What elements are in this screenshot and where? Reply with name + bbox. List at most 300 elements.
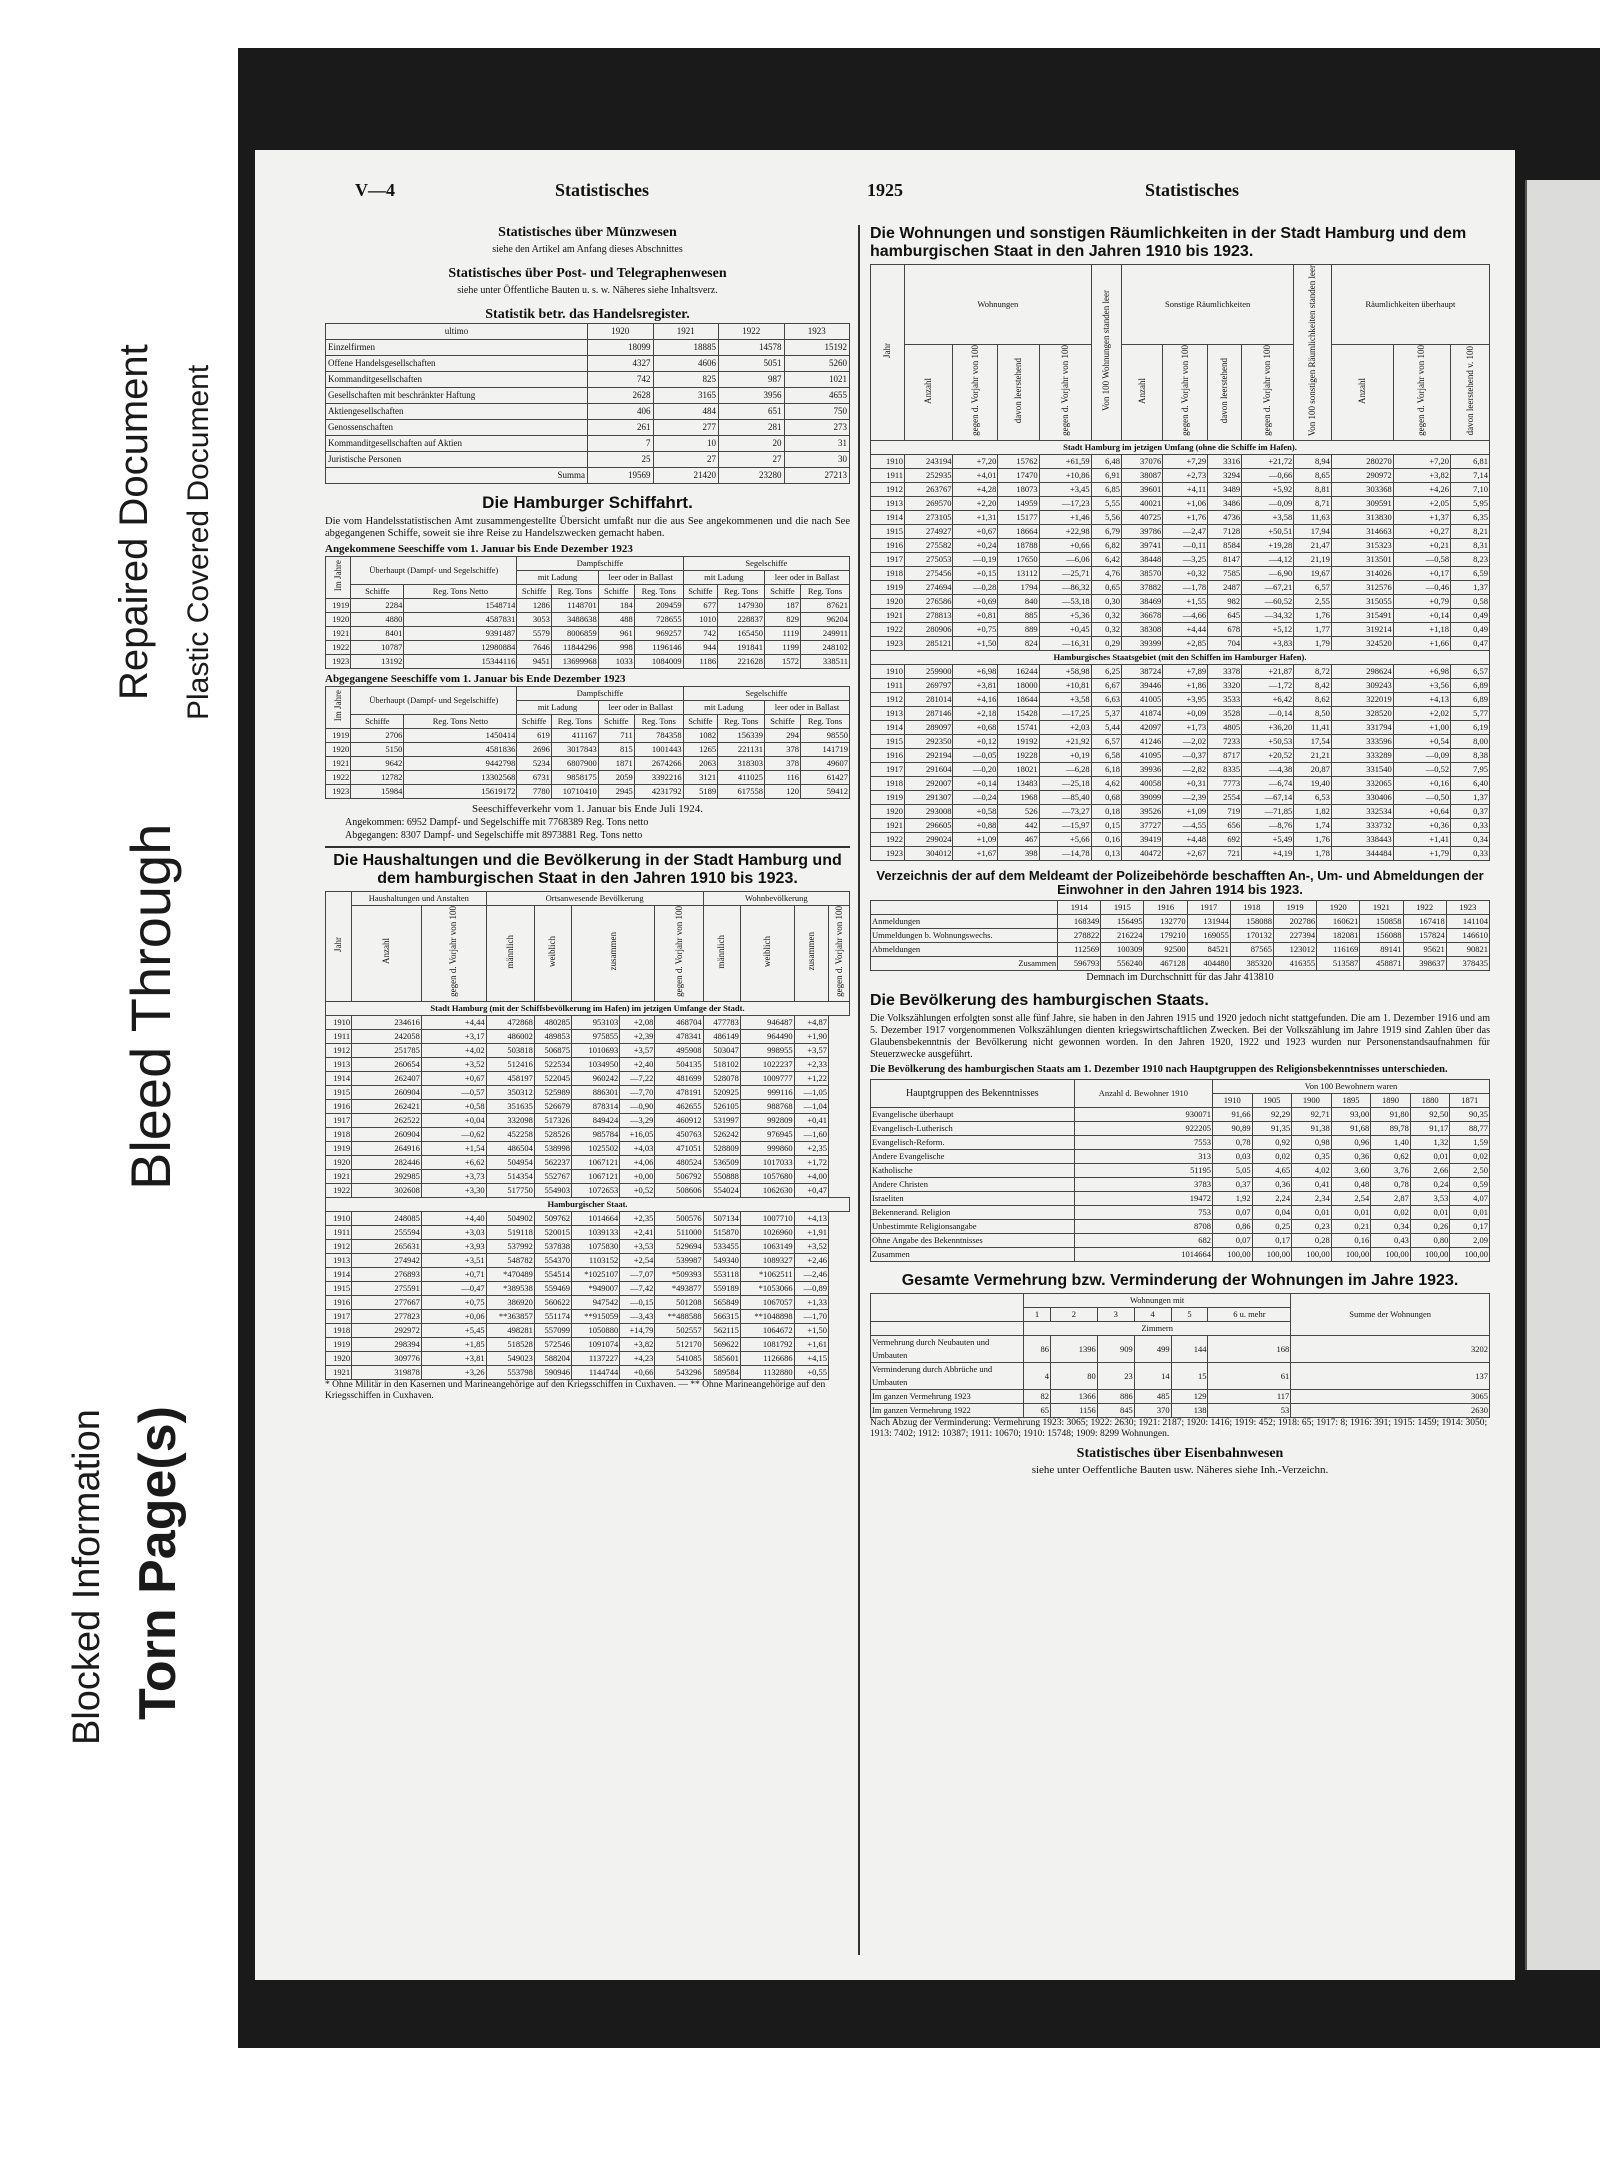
column-divider <box>858 225 860 1955</box>
hr-head-cell: 1923 <box>784 324 850 340</box>
wohn-row <box>871 525 1490 539</box>
table-cell: +4,48 <box>1163 833 1208 847</box>
table-cell: 168 <box>1208 1336 1291 1363</box>
table-cell: 548782 <box>486 1253 534 1267</box>
table-cell: 273105 <box>905 511 953 525</box>
table-cell: 462655 <box>655 1099 703 1113</box>
table-cell: 0,02 <box>1252 1150 1292 1164</box>
table-cell: —3,43 <box>620 1309 655 1323</box>
table-cell: +3,51 <box>421 1253 486 1267</box>
bek-row <box>871 1234 1490 1248</box>
table-cell: 0,37 <box>1451 805 1490 819</box>
table-cell: 92,71 <box>1292 1108 1332 1122</box>
hr-row <box>326 436 850 452</box>
hr-body <box>326 340 850 484</box>
bek-row <box>871 1206 1490 1220</box>
table-cell: Juristische Personen <box>326 452 588 468</box>
table-cell: 509762 <box>534 1211 571 1225</box>
table-cell: 1072653 <box>572 1183 620 1197</box>
angekommene-table <box>325 556 850 669</box>
ship-head-mit: mit Ladung <box>683 571 764 585</box>
wohn-row <box>871 763 1490 777</box>
table-cell: 999860 <box>740 1141 794 1155</box>
table-cell: 8,31 <box>1451 539 1490 553</box>
wohn-row <box>871 623 1490 637</box>
table-cell: 18788 <box>998 539 1039 553</box>
table-cell: 588204 <box>534 1351 571 1365</box>
table-cell: Bekennerand. Religion <box>871 1206 1075 1220</box>
table-cell: 4231792 <box>634 785 683 799</box>
table-cell: 6,82 <box>1091 539 1121 553</box>
table-cell: 6,59 <box>1451 567 1490 581</box>
table-cell: 1912 <box>871 693 905 707</box>
table-cell: 37727 <box>1122 819 1163 833</box>
table-cell: —0,52 <box>1393 763 1450 777</box>
table-cell: 89,78 <box>1371 1122 1411 1136</box>
table-cell: 404480 <box>1187 957 1230 971</box>
table-cell: 8,72 <box>1294 665 1332 679</box>
table-cell: 1915 <box>326 1085 352 1099</box>
table-cell: *389538 <box>486 1281 534 1295</box>
melde-avg: Demnach im Durchschnitt für das Jahr 413810 <box>1086 972 1274 984</box>
wohn-head-gegen: gegen d. Vorjahr von 100 <box>1059 345 1070 437</box>
table-cell: 2,09 <box>1450 1234 1490 1248</box>
wohn-row <box>871 595 1490 609</box>
table-cell: 5,95 <box>1451 497 1490 511</box>
table-cell: 682 <box>1074 1234 1212 1248</box>
table-cell: +0,14 <box>1393 609 1450 623</box>
verm-head-mit: Wohnungen mit <box>1129 1295 1185 1306</box>
table-cell: 144 <box>1171 1336 1208 1363</box>
haus-head-m: männlich <box>504 934 515 969</box>
table-cell: 3392216 <box>634 771 683 785</box>
table-cell: 92500 <box>1144 943 1187 957</box>
table-cell: —0,09 <box>1242 497 1294 511</box>
ship-head-reg: Reg. Tons <box>551 585 598 599</box>
table-cell: +0,71 <box>421 1267 486 1281</box>
table-cell: +0,66 <box>620 1365 655 1379</box>
table-cell: 1,37 <box>1451 581 1490 595</box>
table-cell: 344484 <box>1331 847 1393 861</box>
table-cell: 549340 <box>703 1253 740 1267</box>
table-cell: +1,91 <box>794 1225 828 1239</box>
table-cell: 554514 <box>534 1267 571 1281</box>
table-cell: +4,15 <box>794 1351 828 1365</box>
table-cell: 472868 <box>486 1015 534 1029</box>
haus-row <box>326 1099 850 1113</box>
table-cell: 1265 <box>683 743 718 757</box>
table-cell: 243194 <box>905 455 953 469</box>
haus-row <box>326 1155 850 1169</box>
haus-row <box>326 1085 850 1099</box>
table-cell: 39419 <box>1122 833 1163 847</box>
table-cell: +3,45 <box>1039 483 1091 497</box>
table-cell: +0,32 <box>1163 567 1208 581</box>
table-cell: 1075830 <box>572 1239 620 1253</box>
table-cell: +22,98 <box>1039 525 1091 539</box>
table-cell: +2,03 <box>1039 721 1091 735</box>
table-cell: **915059 <box>572 1309 620 1323</box>
wohn-row <box>871 483 1490 497</box>
table-cell: 8717 <box>1208 749 1242 763</box>
melde-year: 1914 <box>1058 901 1101 915</box>
table-cell: 5189 <box>683 785 718 799</box>
table-cell: 261 <box>588 420 654 436</box>
table-cell: 512170 <box>655 1337 703 1351</box>
wohn-head-gegen: gegen d. Vorjahr von 100 <box>1179 345 1190 437</box>
table-cell: +4,00 <box>794 1169 828 1183</box>
table-cell: +5,92 <box>1242 483 1294 497</box>
wohn-head-gegen: gegen d. Vorjahr von 100 <box>969 345 980 437</box>
table-cell: 998 <box>598 641 634 655</box>
table-cell: —0,28 <box>953 581 998 595</box>
bek-year: 1910 <box>1213 1094 1253 1108</box>
table-cell: —7,22 <box>620 1071 655 1085</box>
wohn-head-davon: davon leerstehend <box>1012 357 1023 424</box>
table-cell: 282446 <box>352 1155 422 1169</box>
wohn-head-leer100s: Von 100 sonstigen Räumlichkeiten standen leer <box>1307 265 1318 437</box>
table-cell: 3165 <box>653 388 719 404</box>
ship-head-schiffe: Schiffe <box>683 715 718 729</box>
table-cell: 1911 <box>871 469 905 483</box>
table-cell: 1007710 <box>740 1211 794 1225</box>
bev-title: Die Bevölkerung des hamburgischen Staats. <box>870 992 1209 1010</box>
table-cell: 1921 <box>326 757 351 771</box>
table-cell: 553118 <box>703 1267 740 1281</box>
table-cell: 6,57 <box>1091 735 1121 749</box>
table-cell: 92,29 <box>1252 1108 1292 1122</box>
table-cell: 7780 <box>517 785 552 799</box>
table-cell: 291604 <box>905 763 953 777</box>
table-cell: 1914 <box>871 511 905 525</box>
table-cell: +1,50 <box>953 637 998 651</box>
ship-head-leer: leer oder in Ballast <box>765 701 850 715</box>
table-cell: 4805 <box>1208 721 1242 735</box>
table-cell: 1082 <box>683 729 718 743</box>
ship-row <box>326 655 850 669</box>
table-cell: 0,25 <box>1252 1220 1292 1234</box>
table-cell: —1,05 <box>794 1085 828 1099</box>
table-cell: 7,10 <box>1451 483 1490 497</box>
table-cell: 100,00 <box>1292 1248 1332 1262</box>
table-cell: 0,24 <box>1410 1178 1450 1192</box>
table-cell: +0,58 <box>953 805 998 819</box>
table-cell: —0,19 <box>953 553 998 567</box>
verm-corner <box>871 1294 1024 1322</box>
table-cell: 1014664 <box>1074 1248 1212 1262</box>
table-cell: 3533 <box>1208 693 1242 707</box>
table-cell: 61427 <box>801 771 850 785</box>
table-cell: 15619172 <box>404 785 517 799</box>
table-cell: 0,78 <box>1371 1178 1411 1192</box>
table-cell: 1918 <box>326 1323 352 1337</box>
table-cell: —34,32 <box>1242 609 1294 623</box>
table-cell: 5234 <box>517 757 552 771</box>
table-cell: 6,53 <box>1294 791 1332 805</box>
table-cell: 4,62 <box>1091 777 1121 791</box>
table-cell: 4,02 <box>1292 1164 1332 1178</box>
table-cell: 39526 <box>1122 805 1163 819</box>
table-cell: 0,62 <box>1371 1150 1411 1164</box>
table-cell: 187 <box>765 599 801 613</box>
table-cell: 721 <box>1208 847 1242 861</box>
table-cell: 909 <box>1097 1336 1134 1363</box>
table-cell: 4880 <box>351 613 404 627</box>
schiff-title: Die Hamburger Schiffahrt. <box>482 493 693 512</box>
table-cell: +3,52 <box>421 1057 486 1071</box>
table-cell: 488 <box>598 613 634 627</box>
table-cell: 1916 <box>871 749 905 763</box>
table-cell: 0,48 <box>1331 1178 1371 1192</box>
eisen-sub: siehe unter Oeffentliche Bauten usw. Näheres siehe Inh.-Verzeichn. <box>1031 1464 1329 1477</box>
table-cell: 8,81 <box>1294 483 1332 497</box>
table-cell: —25,18 <box>1039 777 1091 791</box>
table-cell: 508606 <box>655 1183 703 1197</box>
table-cell: 8,21 <box>1451 525 1490 539</box>
table-cell: 528809 <box>703 1141 740 1155</box>
verkehr-abg: Abgegangen: 8307 Dampf- und Segelschiffe mit 8973881 Reg. Tons netto <box>345 830 643 841</box>
table-cell: 1,82 <box>1294 805 1332 819</box>
table-cell: 0,02 <box>1371 1206 1411 1220</box>
table-cell: 4327 <box>588 356 654 372</box>
melde-label: Ummeldungen b. Wohnungswechs. <box>871 929 1058 943</box>
table-cell: 167418 <box>1403 915 1446 929</box>
table-cell: 645 <box>1208 609 1242 623</box>
table-cell: +0,16 <box>1393 777 1450 791</box>
table-cell: —17,23 <box>1039 497 1091 511</box>
table-cell: —8,76 <box>1242 819 1294 833</box>
table-cell: 20 <box>719 436 785 452</box>
table-cell: —1,78 <box>1163 581 1208 595</box>
table-cell: 0,04 <box>1252 1206 1292 1220</box>
table-cell: +21,72 <box>1242 455 1294 469</box>
table-cell: 0,41 <box>1292 1178 1332 1192</box>
haus-head-gegen: gegen d. Vorjahr von 100 <box>833 906 844 997</box>
bek-year: 1890 <box>1371 1094 1411 1108</box>
haus-head-z: zusammen <box>607 932 618 971</box>
table-cell: Zusammen <box>871 1248 1075 1262</box>
table-cell: 9451 <box>517 655 552 669</box>
table-cell: +5,66 <box>1039 833 1091 847</box>
table-cell: +7,20 <box>953 455 998 469</box>
table-cell: 1,76 <box>1294 609 1332 623</box>
table-cell: 36678 <box>1122 609 1163 623</box>
table-cell: +0,19 <box>1039 749 1091 763</box>
table-cell: 313501 <box>1331 553 1393 567</box>
ship-head-schiffe: Schiffe <box>598 585 634 599</box>
table-cell: 221628 <box>718 655 765 669</box>
table-cell: 42097 <box>1122 721 1163 735</box>
post-sub: siehe unter Öffentliche Bauten u. s. w. Näheres siehe Inhaltsverz. <box>457 285 718 296</box>
table-cell: 6,67 <box>1091 679 1121 693</box>
table-cell: +1,85 <box>421 1337 486 1351</box>
table-cell: 182081 <box>1317 929 1360 943</box>
table-cell: 2554 <box>1208 791 1242 805</box>
table-cell: 5,56 <box>1091 511 1121 525</box>
table-cell: 458871 <box>1360 957 1403 971</box>
table-cell: 378 <box>765 757 801 771</box>
haushaltungen-table <box>325 891 850 1380</box>
table-cell: 8,62 <box>1294 693 1332 707</box>
ship-row <box>326 641 850 655</box>
table-cell: +1,18 <box>1393 623 1450 637</box>
schiff-text: Die vom Handelsstatistischen Amt zusammengestellte Übersicht umfaßt nur die aus See angekommenen und die nach See abgegangenen Schiffe, soweit sie ihre Reise zu Handelszwecken gemacht haben. <box>325 516 850 539</box>
table-cell: 8,42 <box>1294 679 1332 693</box>
table-cell: +1,55 <box>1163 595 1208 609</box>
table-cell: 90,89 <box>1213 1122 1253 1136</box>
table-cell: 318303 <box>718 757 765 771</box>
table-cell: +1,31 <box>953 511 998 525</box>
facing-page-edge <box>1525 180 1600 1970</box>
table-cell: 21,47 <box>1294 539 1332 553</box>
table-cell: 498281 <box>486 1323 534 1337</box>
table-cell: —0,90 <box>620 1099 655 1113</box>
haus-row <box>326 1211 850 1225</box>
table-cell: 262421 <box>352 1099 422 1113</box>
table-cell: +1,46 <box>1039 511 1091 525</box>
wohn-row <box>871 553 1490 567</box>
table-cell: 2,50 <box>1450 1164 1490 1178</box>
table-cell: 277 <box>653 420 719 436</box>
table-cell: 8,00 <box>1451 735 1490 749</box>
table-cell: —6,74 <box>1242 777 1294 791</box>
table-cell: 15741 <box>998 721 1039 735</box>
table-cell: 480524 <box>655 1155 703 1169</box>
table-cell: 1137227 <box>572 1351 620 1365</box>
table-cell: 209459 <box>634 599 683 613</box>
table-cell: 39099 <box>1122 791 1163 805</box>
table-cell: +3,83 <box>1242 637 1294 651</box>
table-cell: 41095 <box>1122 749 1163 763</box>
table-cell: 504954 <box>486 1155 534 1169</box>
table-cell: 15428 <box>998 707 1039 721</box>
table-cell: 38469 <box>1122 595 1163 609</box>
wohn-row <box>871 791 1490 805</box>
table-cell: 1,32 <box>1410 1136 1450 1150</box>
table-cell: +3,81 <box>421 1351 486 1365</box>
table-cell: 1156 <box>1050 1404 1097 1418</box>
table-cell: 0,28 <box>1292 1234 1332 1248</box>
table-cell: 1196146 <box>634 641 683 655</box>
table-cell: *493877 <box>655 1281 703 1295</box>
haus-row <box>326 1113 850 1127</box>
table-cell: 1010 <box>683 613 718 627</box>
table-cell: +1,66 <box>1393 637 1450 651</box>
verm-col: 2 <box>1050 1308 1097 1322</box>
table-cell: 296605 <box>905 819 953 833</box>
table-cell: —86,32 <box>1039 581 1091 595</box>
table-cell: 1917 <box>871 553 905 567</box>
table-cell: +0,67 <box>421 1071 486 1085</box>
table-cell: 10710410 <box>551 785 598 799</box>
table-cell: 0,78 <box>1213 1136 1253 1150</box>
table-cell: 87565 <box>1230 943 1273 957</box>
table-cell: 553798 <box>486 1365 534 1379</box>
table-cell: 557099 <box>534 1323 571 1337</box>
hr-row <box>326 340 850 356</box>
table-cell: 18000 <box>998 679 1039 693</box>
table-cell: 11844296 <box>551 641 598 655</box>
hr-row <box>326 452 850 468</box>
table-cell: 5,05 <box>1213 1164 1253 1178</box>
table-cell: 1871 <box>598 757 634 771</box>
table-cell: 1025502 <box>572 1141 620 1155</box>
table-cell: 704 <box>1208 637 1242 651</box>
table-cell: 495908 <box>655 1043 703 1057</box>
table-cell: 526 <box>998 805 1039 819</box>
table-cell: 39936 <box>1122 763 1163 777</box>
verm-label: Im ganzen Vermehrung 1922 <box>871 1404 1024 1418</box>
table-cell: +3,53 <box>620 1239 655 1253</box>
table-cell: 98550 <box>801 729 850 743</box>
ship-head-mit: mit Ladung <box>517 701 598 715</box>
table-cell: 39601 <box>1122 483 1163 497</box>
table-cell: Kommanditgesellschaften <box>326 372 588 388</box>
table-cell: 537992 <box>486 1239 534 1253</box>
table-cell: 4,65 <box>1252 1164 1292 1178</box>
table-cell: 845 <box>1097 1404 1134 1418</box>
table-cell: 416355 <box>1274 957 1317 971</box>
wohn-head-davon: davon leerstehend <box>1219 357 1230 424</box>
haus-row <box>326 1309 850 1323</box>
table-cell: 2696 <box>517 743 552 757</box>
table-cell: +4,03 <box>620 1141 655 1155</box>
table-cell: 304012 <box>905 847 953 861</box>
haus-row <box>326 1127 850 1141</box>
table-cell: 517326 <box>534 1113 571 1127</box>
table-cell: 2628 <box>588 388 654 404</box>
table-cell: 14 <box>1134 1363 1171 1390</box>
table-cell: 6,40 <box>1451 777 1490 791</box>
table-cell: +3,56 <box>1393 679 1450 693</box>
melde-corner <box>871 901 1058 915</box>
table-cell: 8708 <box>1074 1220 1212 1234</box>
ship-head-jahr: Im Jahre <box>332 689 343 722</box>
table-cell: 39786 <box>1122 525 1163 539</box>
ship-row <box>326 757 850 771</box>
table-cell: 0,32 <box>1091 623 1121 637</box>
table-cell: 517750 <box>486 1183 534 1197</box>
verm-col: 6 u. mehr <box>1208 1308 1291 1322</box>
label-bleed-through: Bleed Through <box>119 823 182 1190</box>
table-cell: 116 <box>765 771 801 785</box>
table-cell: Summa <box>326 468 588 484</box>
table-cell: Evangelische überhaupt <box>871 1108 1075 1122</box>
table-cell: 398 <box>998 847 1039 861</box>
verm-row <box>871 1404 1490 1418</box>
table-cell: —0,50 <box>1393 791 1450 805</box>
wohn-head-sonstige: Sonstige Räumlichkeiten <box>1122 265 1294 345</box>
table-cell: 7646 <box>517 641 552 655</box>
table-cell: +36,20 <box>1242 721 1294 735</box>
ship-head-ueber: Überhaupt (Dampf- und Segelschiffe) <box>351 687 517 715</box>
label-blocked-information: Blocked Information <box>66 1409 108 1745</box>
table-cell: 656 <box>1208 819 1242 833</box>
table-cell: 528078 <box>703 1071 740 1085</box>
table-cell: 314026 <box>1331 567 1393 581</box>
table-cell: 275591 <box>352 1281 422 1295</box>
table-cell: +5,45 <box>421 1323 486 1337</box>
table-cell: 1917 <box>871 763 905 777</box>
table-cell: 9642 <box>351 757 404 771</box>
table-cell: —0,20 <box>953 763 998 777</box>
table-cell: 1017033 <box>740 1155 794 1169</box>
table-cell: 156495 <box>1101 915 1144 929</box>
table-cell: 8,94 <box>1294 455 1332 469</box>
table-cell: 518102 <box>703 1057 740 1071</box>
table-cell: 3528 <box>1208 707 1242 721</box>
table-cell: 274942 <box>352 1253 422 1267</box>
